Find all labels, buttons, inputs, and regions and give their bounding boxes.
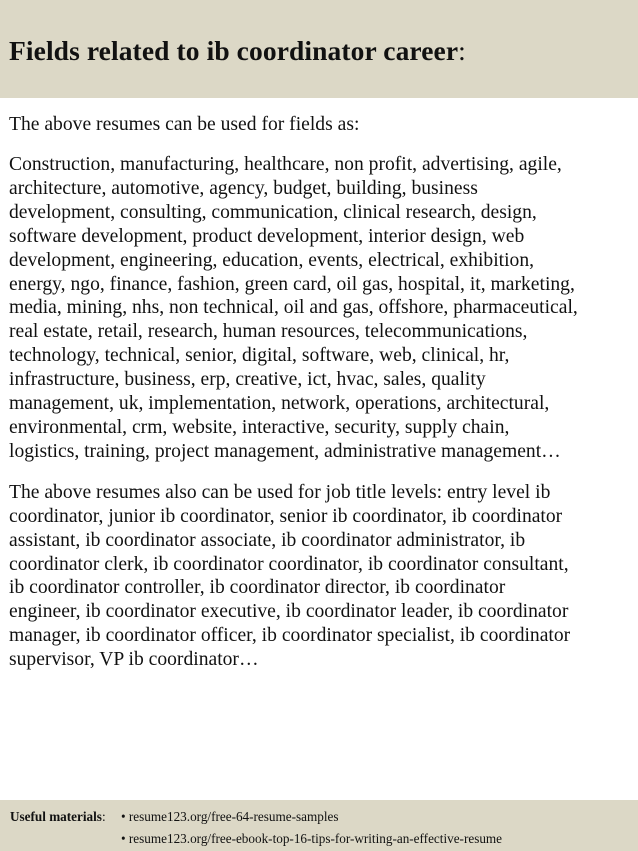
job-levels-line: ib coordinator controller, ib coordinator director, ib coordinator [9,577,506,599]
fields-line: media, mining, nhs, non technical, oil and gas, offshore, pharmaceutical, [9,297,578,319]
page-title-text: Fields related to ib coordinator career [9,35,459,66]
fields-line: architecture, automotive, agency, budget, building, business [9,177,478,199]
job-levels-line: coordinator, junior ib coordinator, senior ib coordinator, ib coordinator [9,505,563,527]
fields-paragraph [9,153,634,464]
job-levels-line: coordinator clerk, ib coordinator coordinator, ib coordinator consultant, [9,553,569,575]
fields-line: development, consulting, communication, clinical research, design, [9,201,537,223]
title-bar [0,0,638,98]
intro-text: The above resumes can be used for fields as: [9,114,360,135]
fields-line: real estate, retail, research, human resources, telecommunications, [9,321,528,343]
fields-line: software development, product development, interior design, web [9,225,525,247]
fields-line: infrastructure, business, erp, creative, ict, hvac, sales, quality [9,369,486,391]
useful-materials-label-colon: : [101,809,106,824]
fields-line: management, uk, implementation, network, operations, architectural, [9,393,550,415]
job-levels-line: assistant, ib coordinator associate, ib coordinator administrator, ib [9,529,526,551]
useful-materials-label-text: Useful materials [10,809,102,824]
fields-line: technology, technical, senior, digital, software, web, clinical, hr, [9,345,510,367]
footer-row [10,828,638,850]
fields-line: energy, ngo, finance, fashion, green card, oil gas, hospital, it, marketing, [9,273,575,295]
main-content [9,113,634,689]
fields-line: Construction, manufacturing, healthcare, non profit, advertising, agile, [9,154,562,175]
resource-link-ebook-tips[interactable]: • resume123.org/free-ebook-top-16-tips-for-writing-an-effective-resume [121,831,503,846]
footer-row [10,806,638,828]
useful-materials-label [10,806,121,828]
fields-line: logistics, training, project management, administrative management… [9,440,561,462]
job-levels-line: manager, ib coordinator officer, ib coordinator specialist, ib coordinator [9,625,571,647]
job-levels-paragraph [9,481,634,672]
job-levels-line: supervisor, VP ib coordinator… [9,649,259,671]
footer-bar [0,800,638,851]
job-levels-line: engineer, ib coordinator executive, ib coordinator leader, ib coordinator [9,601,569,623]
page-title [9,34,638,68]
job-levels-line: The above resumes also can be used for job title levels: entry level ib [9,481,551,503]
fields-line: environmental, crm, website, interactive, security, supply chain, [9,416,510,438]
resource-link-resume-samples[interactable]: • resume123.org/free-64-resume-samples [121,809,339,824]
page-title-colon: : [458,35,466,66]
fields-line: development, engineering, education, events, electrical, exhibition, [9,249,535,271]
